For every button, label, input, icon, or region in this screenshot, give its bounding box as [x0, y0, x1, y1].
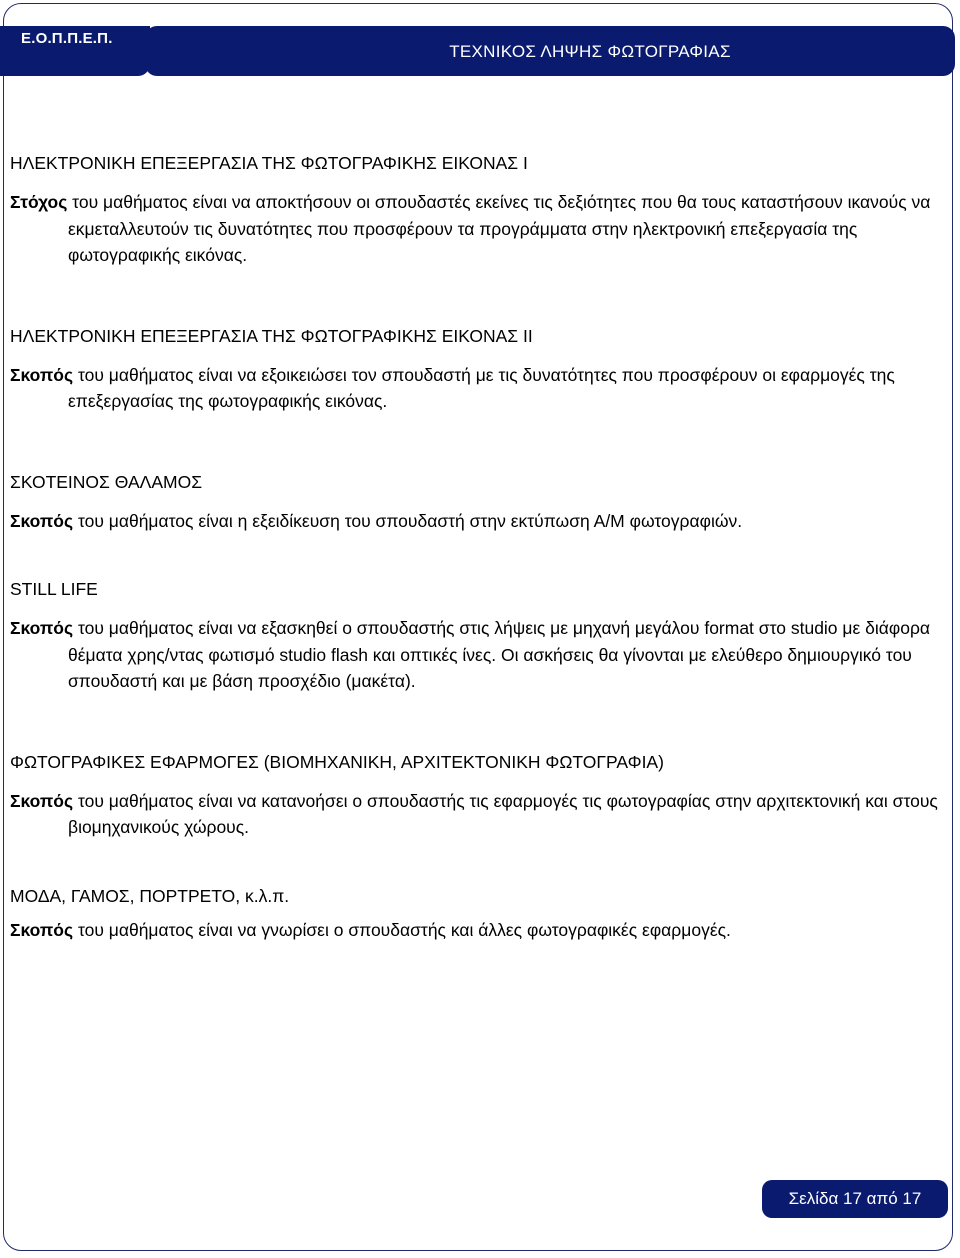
section-fashion-wedding-portrait — [10, 883, 940, 944]
document-title: ΤΕΧΝΙΚΟΣ ΛΗΨΗΣ ΦΩΤΟΓΡΑΦΙΑΣ — [449, 42, 731, 61]
section-darkroom — [10, 469, 940, 535]
description-label: Σκοπός — [10, 618, 74, 638]
description-label: Σκοπός — [10, 364, 74, 385]
section-description — [10, 362, 940, 415]
description-text: του μαθήματος είναι η εξειδίκευση του σπουδαστή στην εκτύπωση Α/Μ φωτογραφιών. — [73, 510, 743, 531]
section-image-editing-2 — [10, 323, 940, 415]
section-title: ΣΚΟΤΕΙΝΟΣ ΘΑΛΑΜΟΣ — [10, 471, 203, 492]
section-description — [10, 788, 940, 841]
section-description — [10, 508, 940, 535]
section-still-life — [10, 576, 940, 695]
section-title: STILL LIFE — [10, 579, 98, 599]
main-content — [10, 150, 940, 943]
description-text: του μαθήματος είναι να αποκτήσουν οι σπουδαστές εκείνες τις δεξιότητες που θα τους καταστήσουν ικανούς να εκμεταλλευτούν τις δυνατότητες που προσφέρουν τα προγράμματα στην ηλεκτρονική επεξεργασία της φωτογραφικής εικόνας. — [67, 192, 931, 265]
description-text: του μαθήματος είναι να γνωρίσει ο σπουδαστής και άλλες φωτογραφικές εφαρμογές. — [73, 919, 731, 940]
description-label: Στόχος — [10, 192, 68, 212]
section-photo-applications — [10, 749, 940, 841]
section-image-editing-1 — [10, 150, 940, 269]
section-description — [10, 615, 940, 695]
section-description — [10, 917, 940, 944]
description-text: του μαθήματος είναι να εξασκηθεί ο σπουδαστής στις λήψεις με μηχανή μεγάλου format στο studio με διάφορα θέματα χρης/ντας φωτισμό studio flash και οπτικές ίνες. Οι ασκήσεις θα γίνονται με ελεύθερο δημιουργικό του σπουδαστή και με βάση προσχέδιο (μακέτα). — [68, 618, 931, 691]
organization-name: Ε.Ο.Π.Π.Ε.Π. — [21, 30, 113, 47]
description-text: του μαθήματος είναι να εξοικειώσει τον σπουδαστή με τις δυνατότητες που προσφέρουν οι εφαρμογές της επεξεργασίας της φωτογραφικής εικόνας. — [68, 364, 895, 411]
section-title: ΗΛΕΚΤΡΟΝΙΚΗ ΕΠΕΞΕΡΓΑΣΙΑ ΤΗΣ ΦΩΤΟΓΡΑΦΙΚΗΣ ΕΙΚΟΝΑΣ ΙΙ — [10, 325, 533, 346]
header-title-bar — [145, 26, 955, 76]
section-title: ΦΩΤΟΓΡΑΦΙΚΕΣ ΕΦΑΡΜΟΓΕΣ (ΒΙΟΜΗΧΑΝΙΚΗ, ΑΡΧΙΤΕΚΤΟΝΙΚΗ ΦΩΤΟΓΡΑΦΙΑ) — [10, 751, 664, 772]
page-number-badge: Σελίδα 17 από 17 — [762, 1180, 948, 1218]
description-label: Σκοπός — [10, 790, 74, 811]
description-text: του μαθήματος είναι να κατανοήσει ο σπουδαστής τις εφαρμογές τις φωτογραφίας στην αρχιτεκτονική και στους βιομηχανικούς χώρους. — [68, 790, 938, 837]
section-title: ΜΟΔΑ, ΓΑΜΟΣ, ΠΟΡΤΡΕΤΟ, κ.λ.π. — [10, 885, 290, 906]
section-title: ΗΛΕΚΤΡΟΝΙΚΗ ΕΠΕΞΕΡΓΑΣΙΑ ΤΗΣ ΦΩΤΟΓΡΑΦΙΚΗΣ ΕΙΚΟΝΑΣ Ι — [10, 153, 528, 173]
description-label: Σκοπός — [10, 919, 74, 940]
section-description — [10, 189, 940, 269]
description-label: Σκοπός — [10, 510, 74, 531]
